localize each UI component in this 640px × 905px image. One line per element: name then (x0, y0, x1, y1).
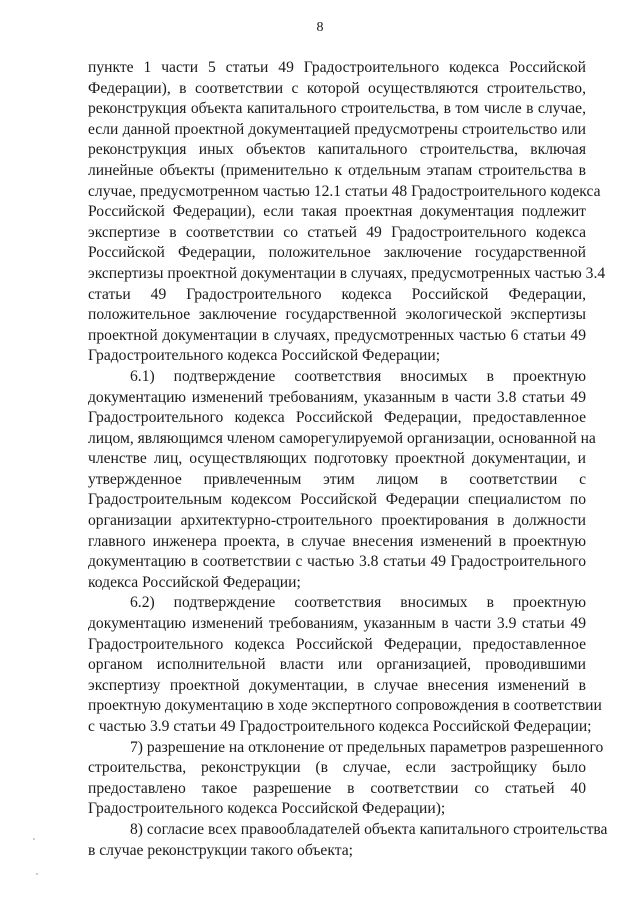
page-number: 8 (316, 20, 324, 35)
text-line: членстве лиц, осуществляющих подготовку проектной документации, и (88, 450, 586, 468)
text-line: лицом, являющимся членом саморегулируемой организации, основанной на (88, 429, 596, 447)
text-line: строительства, реконструкции (в случае, если застройщику было (88, 759, 586, 777)
text-line: главного инженера проекта, в случае внесения изменений в проектную (88, 532, 586, 550)
scan-speck (33, 838, 35, 840)
text-line: 7) разрешение на отклонение от предельных параметров разрешенного (130, 738, 604, 756)
text-line: Градостроительным кодексом Российской Федерации специалистом по (88, 491, 586, 509)
text-line: реконструкция иных объектов капитального строительства, включая (88, 141, 586, 159)
text-line: случае, предусмотренном частью 12.1 статьи 48 Градостроительного кодекса (88, 182, 601, 200)
scan-speck (36, 873, 38, 875)
text-line: пункте 1 части 5 статьи 49 Градостроительного кодекса Российской (88, 59, 586, 76)
text-line: органом исполнительной власти или организацией, проводившими (88, 656, 586, 674)
text-line: проектную документацию в ходе экспертного сопровождения в соответствии (88, 697, 602, 715)
text-line: документацию изменений требованиям, указанным в части 3.9 статьи 49 (88, 615, 586, 633)
body-text (88, 58, 608, 861)
text-line: в случае реконструкции такого объекта; (88, 841, 353, 859)
text-line: линейные объекты (применительно к отдельным этапам строительства в (88, 161, 586, 179)
text-line: организации архитектурно-строительного проектирования в должности (88, 512, 586, 530)
text-line: если данной проектной документацией предусмотрены строительство или (88, 120, 586, 138)
text-line: документацию в соответствии с частью 3.8 статьи 49 Градостроительного (88, 553, 586, 571)
text-line: 6.1) подтверждение соответствия вносимых в проектную (130, 367, 586, 385)
text-line: Российской Федерации), если такая проектная документация подлежит (88, 203, 586, 221)
text-line: экспертизу проектной документации, в случае внесения изменений в (88, 676, 586, 694)
text-line: проектной документации в случаях, предусмотренных частью 6 статьи 49 (88, 326, 586, 344)
text-line: Российской Федерации, положительное заключение государственной (88, 244, 586, 262)
text-line: Градостроительного кодекса Российской Федерации, предоставленное (88, 409, 586, 427)
text-line: Градостроительного кодекса Российской Федерации; (88, 347, 441, 365)
text-line: предоставлено такое разрешение в соответствии со статьей 40 (88, 779, 586, 797)
text-line: экспертизы проектной документации в случаях, предусмотренных частью 3.4 (88, 264, 606, 282)
text-line: утвержденное привлеченным этим лицом в соответствии с (88, 470, 586, 488)
text-line: экспертизе в соответствии со статьей 49 Градостроительного кодекса (88, 223, 586, 241)
text-line: 6.2) подтверждение соответствия вносимых в проектную (130, 594, 586, 612)
text-line: Градостроительного кодекса Российской Федерации, предоставленное (88, 635, 586, 653)
text-line: 8) согласие всех правообладателей объекта капитального строительства (130, 820, 608, 838)
text-line: Федерации), в соответствии с которой осуществляются строительство, (88, 79, 586, 97)
text-line: статьи 49 Градостроительного кодекса Российской Федерации, (88, 285, 586, 303)
text-line: документацию изменений требованиям, указанным в части 3.8 статьи 49 (88, 388, 586, 406)
text-line: реконструкция объекта капитального строительства, в том числе в случае, (88, 100, 586, 118)
text-line: положительное заключение государственной экологической экспертизы (88, 306, 586, 324)
text-line: с частью 3.9 статьи 49 Градостроительного кодекса Российской Федерации; (88, 718, 592, 735)
text-line: Градостроительного кодекса Российской Федерации); (88, 800, 446, 818)
text-line: кодекса Российской Федерации; (88, 573, 301, 591)
